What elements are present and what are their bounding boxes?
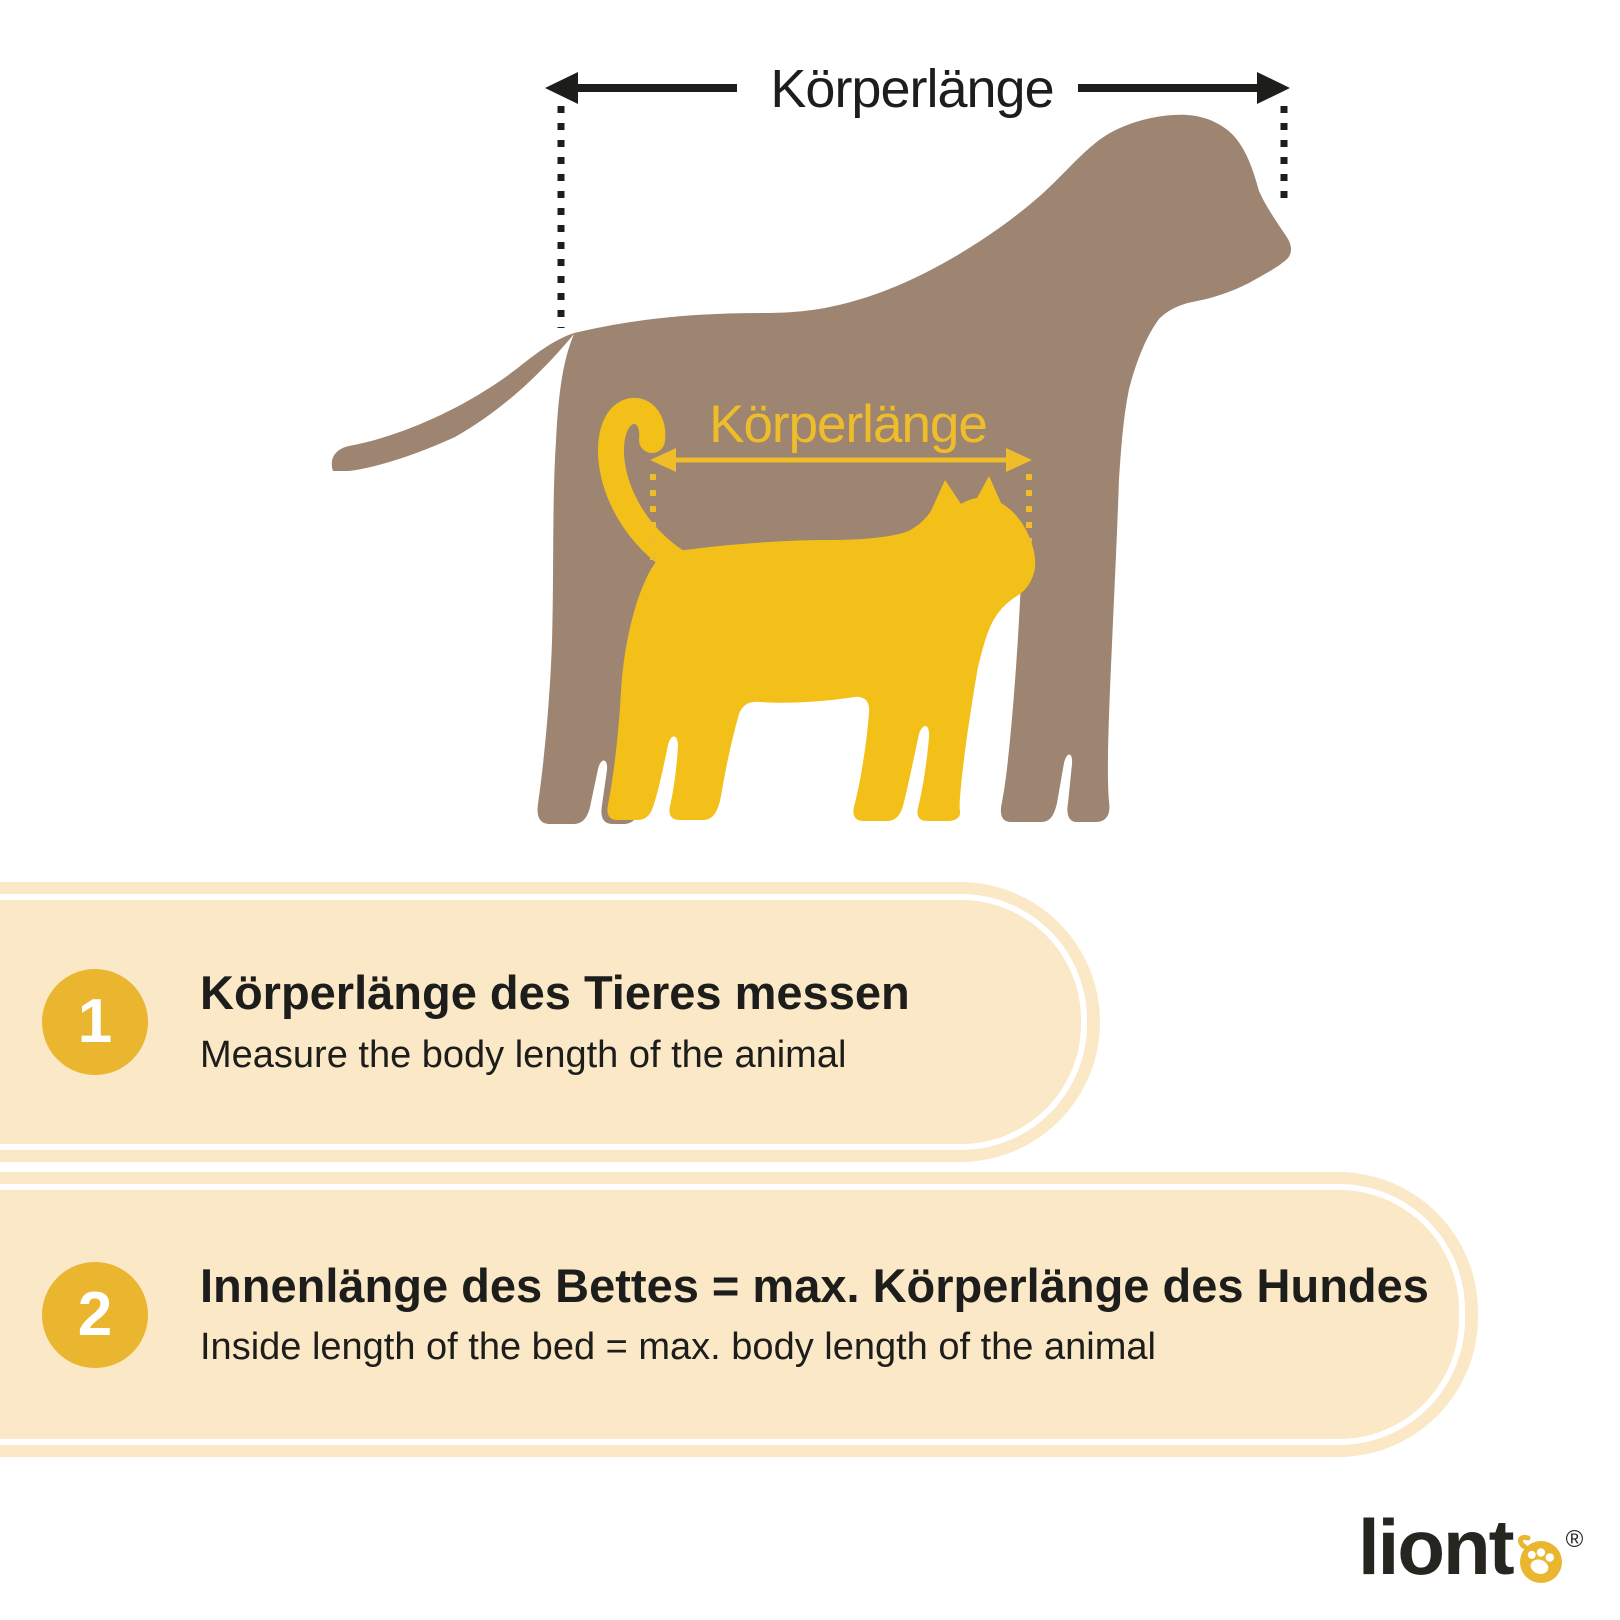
step-box-1: [0, 882, 1100, 1162]
step-2-content: [200, 1172, 1438, 1457]
step-2-subtitle: Inside length of the bed = max. body length of the animal: [200, 1326, 1156, 1369]
lionto-logo: [1358, 1503, 1584, 1591]
step-1-number: 1: [77, 987, 113, 1056]
cat-length-label: Körperlänge: [709, 395, 987, 454]
dog-measure-arrow-right-head: [1257, 72, 1290, 104]
dog-measure-arrow-left-head: [545, 72, 578, 104]
step-1-subtitle: Measure the body length of the animal: [200, 1033, 847, 1076]
step-2-title: Innenlänge des Bettes = max. Körperlänge des Hundes: [200, 1258, 1429, 1312]
step-2-badge: [42, 1262, 148, 1368]
step-1-badge: [42, 969, 148, 1075]
lionto-logo-paw-icon: [1516, 1534, 1564, 1584]
dog-silhouette: [332, 115, 1291, 824]
dog-length-label: Körperlänge: [770, 59, 1054, 119]
step-1-title: Körperlänge des Tieres messen: [200, 966, 910, 1020]
step-1-content: [200, 882, 1060, 1162]
lionto-logo-text: liont: [1358, 1503, 1513, 1591]
registered-trademark-symbol: ®: [1565, 1526, 1584, 1553]
step-2-number: 2: [77, 1280, 113, 1349]
step-box-2: [0, 1172, 1478, 1457]
